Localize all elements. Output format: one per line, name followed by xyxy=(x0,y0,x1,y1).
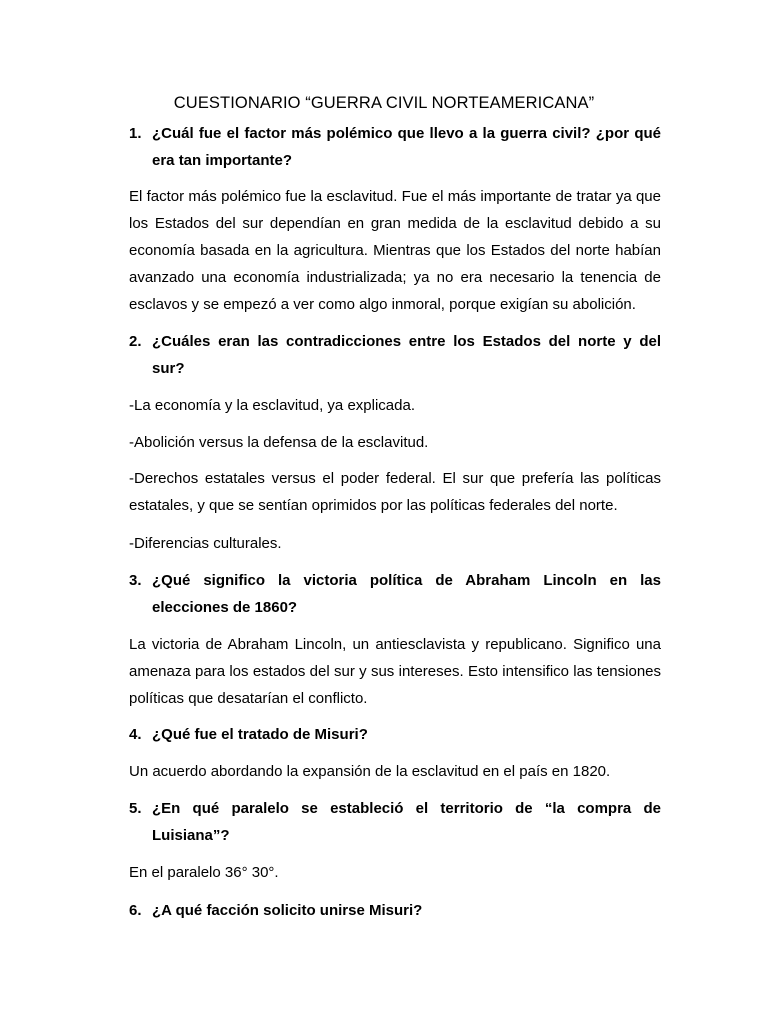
question-2 xyxy=(129,328,661,382)
answer-paragraph: -Abolición versus la defensa de la esclavitud. xyxy=(129,434,429,451)
question-5 xyxy=(129,795,661,849)
answer-paragraph: Un acuerdo abordando la expansión de la esclavitud en el país en 1820. xyxy=(129,763,611,780)
document-title: CUESTIONARIO “GUERRA CIVIL NORTEAMERICANA” xyxy=(173,94,595,112)
question-text: ¿En qué paralelo se estableció el territorio de “la compra de Luisiana”? xyxy=(152,800,661,844)
answer-paragraph: La victoria de Abraham Lincoln, un antiesclavista y republicano. Significo una amenaza para los estados del sur y sus intereses. Esto intensifico las tensiones políticas que desatarían el conflicto. xyxy=(129,636,661,707)
answer-paragraph: En el paralelo 36° 30°. xyxy=(129,864,279,881)
question-number: 4. xyxy=(129,726,142,743)
question-number: 1. xyxy=(129,125,142,142)
question-3 xyxy=(129,567,661,621)
question-4 xyxy=(129,721,661,748)
question-6 xyxy=(129,897,661,924)
question-number: 6. xyxy=(129,902,142,919)
question-text: ¿Qué significo la victoria política de Abraham Lincoln en las elecciones de 1860? xyxy=(152,572,661,616)
question-number: 5. xyxy=(129,800,142,817)
answer-paragraph: -Derechos estatales versus el poder federal. El sur que prefería las políticas estatales, y que se sentían oprimidos por las políticas federales del norte. xyxy=(129,470,661,514)
question-text: ¿Cuál fue el factor más polémico que llevo a la guerra civil? ¿por qué era tan importante? xyxy=(152,125,661,169)
answer-paragraph: -La economía y la esclavitud, ya explicada. xyxy=(129,397,415,414)
answer-paragraph: El factor más polémico fue la esclavitud. Fue el más importante de tratar ya que los Estados del sur dependían en gran medida de la esclavitud debido a su economía basada en la agricultura. Mientras que los Estados del norte habían avanzado una economía industrializada; ya no era necesario la tenencia de esclavos y se empezó a ver como algo inmoral, porque exigían su abolición. xyxy=(129,188,661,313)
question-number: 2. xyxy=(129,333,142,350)
question-text: ¿Cuáles eran las contradicciones entre los Estados del norte y del sur? xyxy=(152,333,661,377)
question-text: ¿A qué facción solicito unirse Misuri? xyxy=(152,902,423,919)
answer-paragraph: -Diferencias culturales. xyxy=(129,535,282,552)
question-1 xyxy=(129,120,661,174)
question-text: ¿Qué fue el tratado de Misuri? xyxy=(152,726,368,743)
question-number: 3. xyxy=(129,572,142,589)
